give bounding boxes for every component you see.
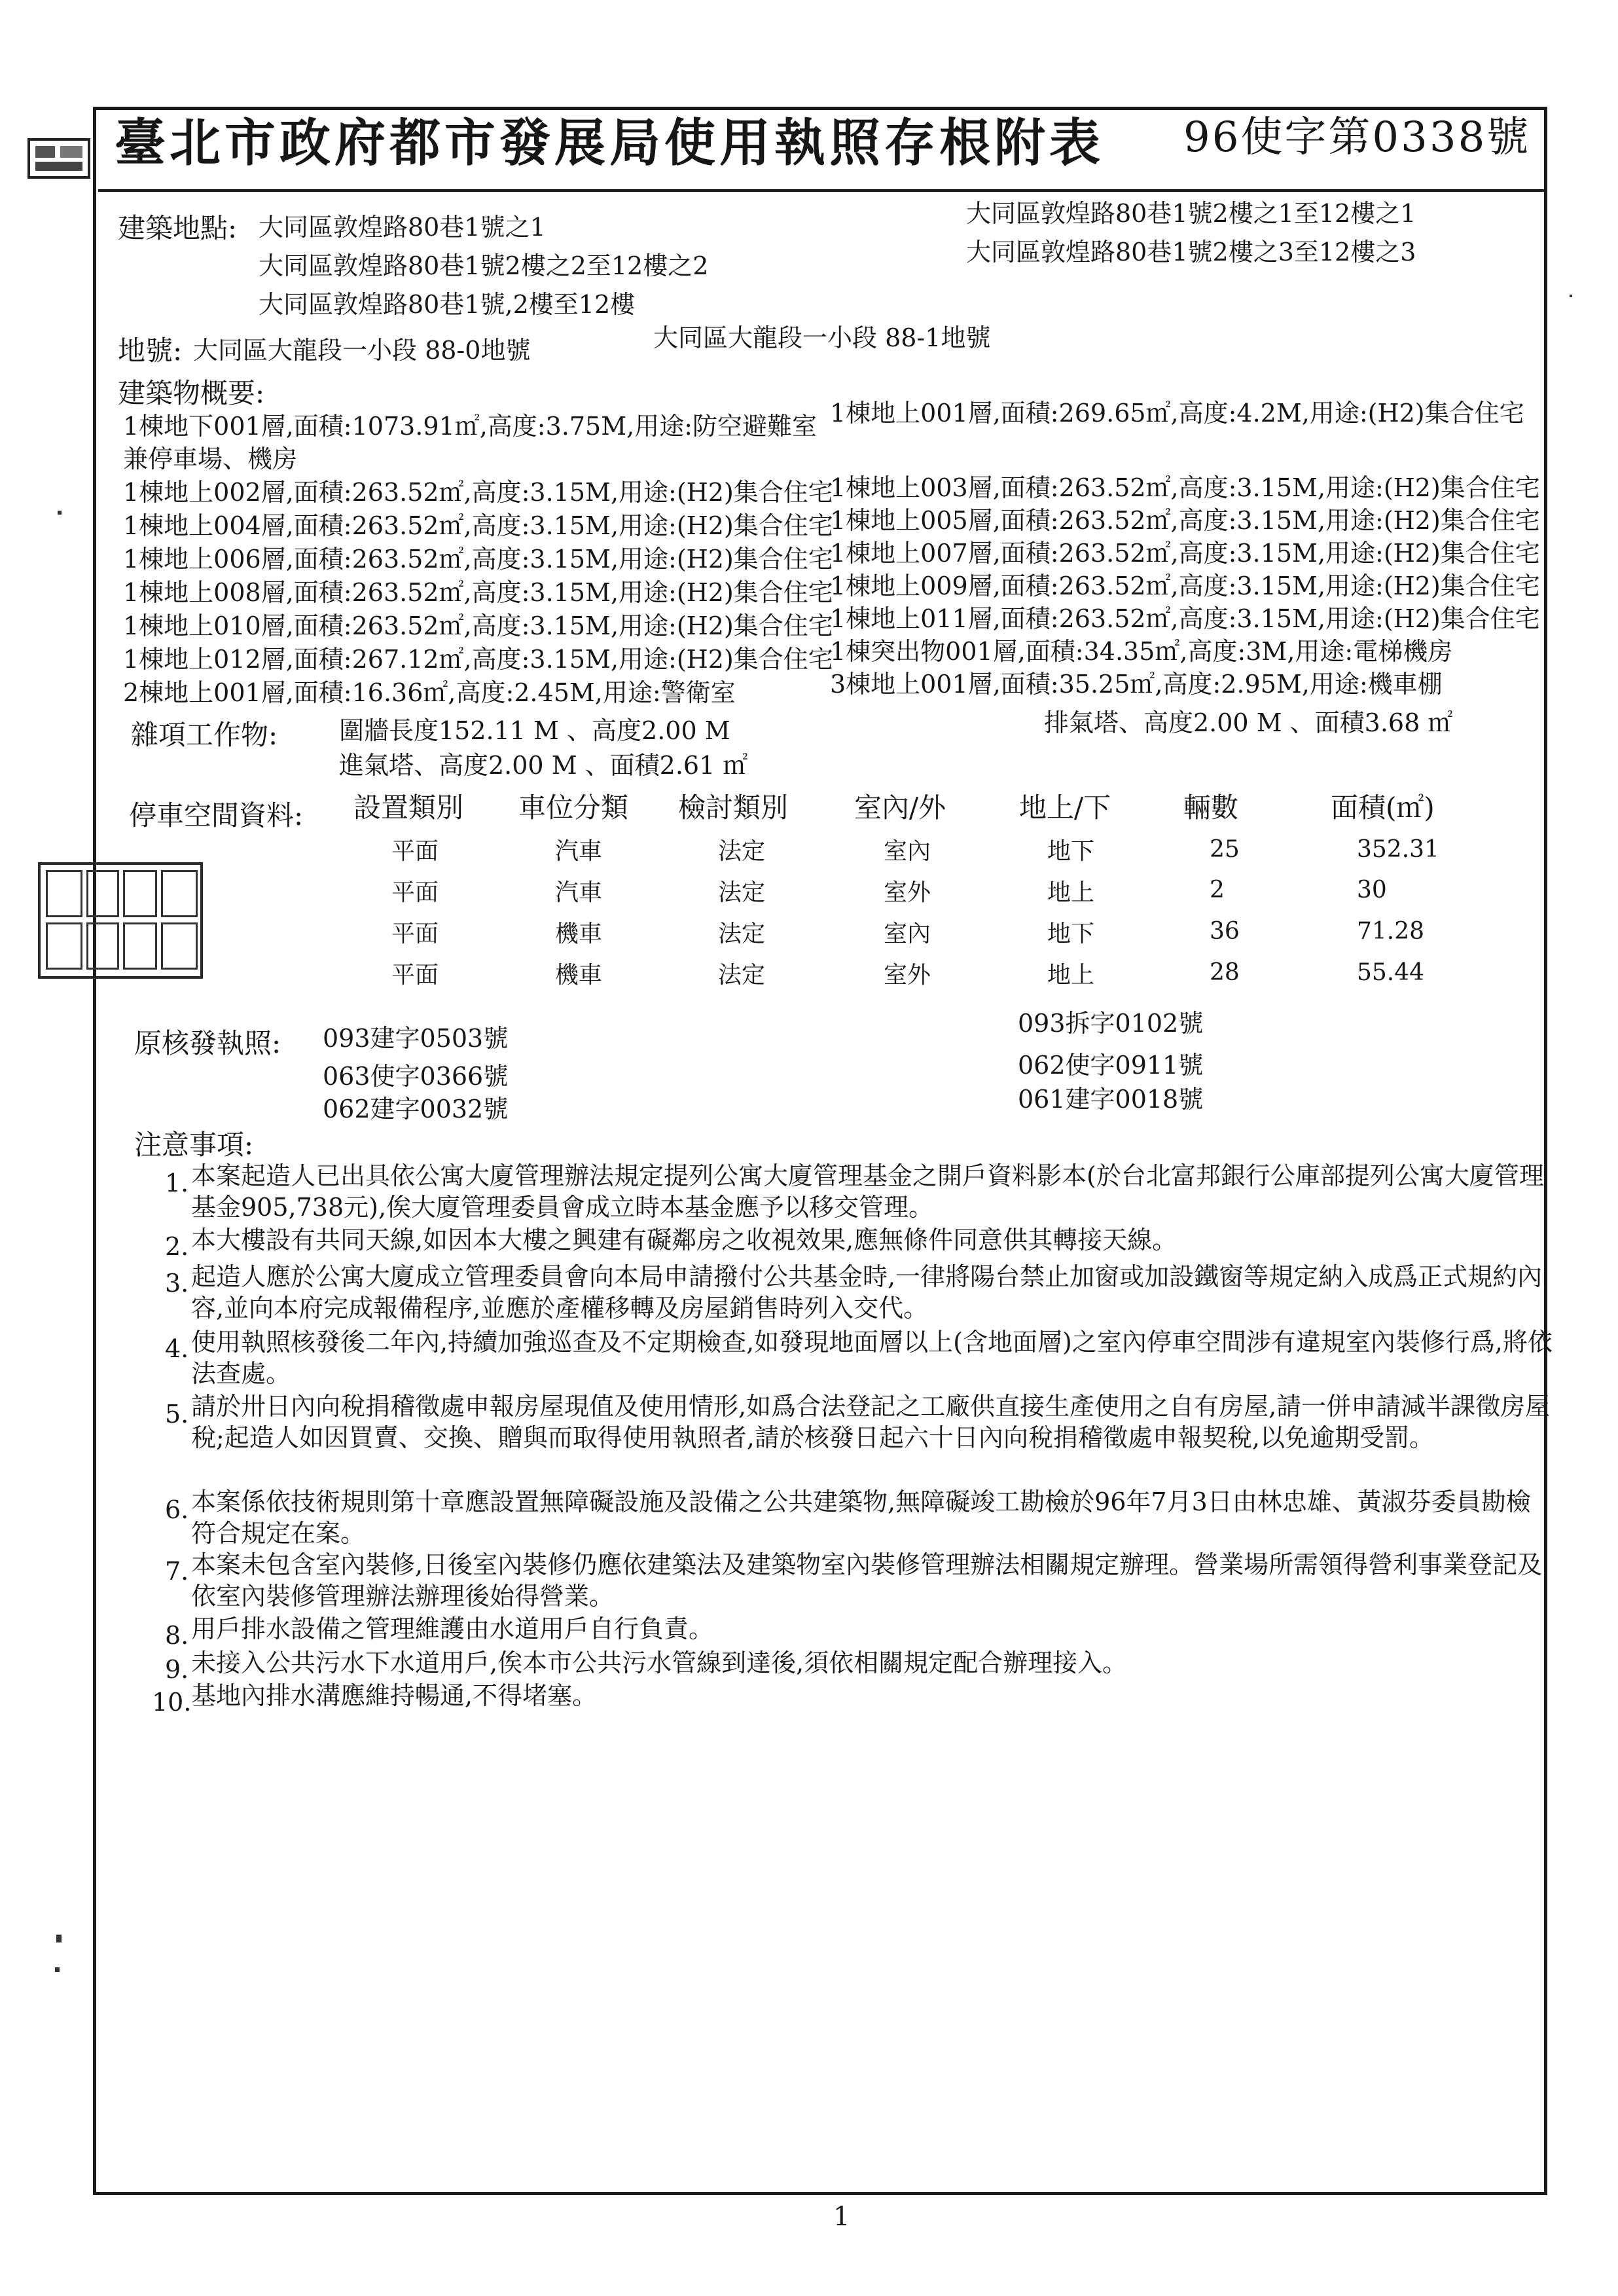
building-row: 3棟地上001層,面積:35.25㎡,高度:2.95M,用途:機車棚 (830, 670, 1443, 699)
building-row: 1棟地上001層,面積:269.65㎡,高度:4.2M,用途:(H2)集合住宅 (830, 399, 1524, 428)
parking-cell: 汽車 (555, 879, 603, 906)
note-text: 起造人應於公寓大廈成立管理委員會向本局申請撥付公共基金時,一律將陽台禁止加窗或加設鐵窗等規定納入成爲正式規約內容,並向本府完成報備程序,並應於產權移轉及房屋銷售時列入交代。 (191, 1262, 1543, 1322)
parking-cell: 法定 (718, 920, 766, 947)
parking-cell: 平面 (391, 920, 439, 947)
note-text: 本大樓設有共同天線,如因本大樓之興建有礙鄰房之收視效果,應無條件同意供其轉接天線。 (191, 1226, 1178, 1254)
parking-header: 檢討類別 (678, 792, 789, 824)
parking-cell: 352.31 (1357, 836, 1439, 863)
misc-item: 排氣塔、高度2.00 M 、面積3.68 ㎡ (1044, 708, 1453, 737)
note-number: 6. (165, 1495, 189, 1524)
page-number: 1 (833, 2202, 850, 2232)
parking-header: 車位分類 (518, 792, 629, 824)
building-row: 1棟地上004層,面積:263.52㎡,高度:3.15M,用途:(H2)集合住宅 (123, 511, 833, 540)
parking-cell: 機車 (555, 920, 603, 947)
original-license: 093建字0503號 (323, 1024, 509, 1053)
parking-header: 輛數 (1183, 792, 1239, 824)
original-license: 062使字0911號 (1018, 1051, 1204, 1080)
parking-cell: 平面 (391, 838, 439, 865)
building-row: 1棟地上002層,面積:263.52㎡,高度:3.15M,用途:(H2)集合住宅 (123, 478, 833, 507)
note-text: 本案未包含室內裝修,日後室內裝修仍應依建築法及建築物室內裝修管理辦法相關規定辦理。營業場所需領得營利事業登記及依室內裝修管理辦法辦理後始得營業。 (191, 1550, 1543, 1611)
page-title: 臺北市政府都市發展局使用執照存根附表 (115, 113, 1105, 173)
building-row: 1棟地上010層,面積:263.52㎡,高度:3.15M,用途:(H2)集合住宅 (123, 611, 833, 640)
note-number: 1. (165, 1169, 189, 1197)
document-number: 96使字第0338號 (1183, 113, 1531, 162)
parking-cell: 法定 (718, 962, 766, 989)
parking-cell: 平面 (391, 879, 439, 906)
parking-label: 停車空間資料: (129, 799, 304, 831)
notes-label: 注意事項: (134, 1129, 254, 1161)
building-row: 1棟地下001層,面積:1073.91㎡,高度:3.75M,用途:防空避難室 (123, 412, 818, 441)
note-number: 5. (165, 1400, 189, 1429)
location-line: 大同區敦煌路80巷1號2樓之1至12樓之1 (966, 199, 1416, 228)
parking-cell: 地下 (1047, 920, 1095, 947)
building-label: 建築物概要: (118, 377, 265, 409)
parking-cell: 30 (1357, 877, 1387, 903)
parking-cell: 地上 (1047, 962, 1095, 989)
note-number: 4. (165, 1334, 189, 1363)
building-row: 1棟地上009層,面積:263.52㎡,高度:3.15M,用途:(H2)集合住宅 (830, 572, 1540, 600)
scan-mark (56, 1935, 62, 1942)
parking-cell: 室內 (884, 920, 931, 947)
parking-cell: 地上 (1047, 879, 1095, 906)
lot-value: 大同區大龍段一小段 88-1地號 (653, 323, 991, 352)
parking-cell: 室外 (884, 879, 931, 906)
parking-cell: 地下 (1047, 838, 1095, 865)
building-row: 2棟地上001層,面積:16.36㎡,高度:2.45M,用途:警衛室 (123, 678, 736, 707)
scan-mark (55, 1967, 60, 1972)
parking-cell: 室內 (884, 838, 931, 865)
parking-cell: 71.28 (1357, 918, 1425, 945)
parking-header: 室內/外 (854, 792, 946, 824)
note-text: 基地內排水溝應維持暢通,不得堵塞。 (191, 1681, 598, 1710)
parking-header: 面積(㎡) (1331, 792, 1435, 824)
building-row: 1棟地上005層,面積:263.52㎡,高度:3.15M,用途:(H2)集合住宅 (830, 506, 1540, 535)
parking-cell: 汽車 (555, 838, 603, 865)
seal-icon (26, 134, 92, 183)
note-number: 3. (165, 1269, 189, 1298)
parking-header: 設置類別 (353, 792, 464, 824)
note-text: 請於卅日內向稅捐稽徵處申報房屋現值及使用情形,如爲合法登記之工廠供直接生產使用之自有房屋,請一併申請減半課徵房屋稅;起造人如因買賣、交換、贈與而取得使用執照者,請於核發日起六十日內向稅捐稽徵處申報契稅,以免逾期受罰。 (191, 1392, 1551, 1452)
note-text: 用戶排水設備之管理維護由水道用戶自行負責。 (191, 1614, 714, 1643)
parking-cell: 28 (1210, 959, 1240, 986)
approval-stamp (38, 862, 203, 979)
parking-cell: 機車 (555, 962, 603, 989)
building-row: 兼停車場、機房 (123, 445, 298, 473)
misc-item: 圍牆長度152.11 M 、高度2.00 M (339, 716, 730, 745)
location-line: 大同區敦煌路80巷1號,2樓至12樓 (259, 290, 636, 319)
note-text: 未接入公共污水下水道用戶,俟本市公共污水管線到達後,須依相關規定配合辦理接入。 (191, 1649, 1128, 1677)
misc-label: 雜項工作物: (131, 719, 278, 751)
building-row: 1棟地上007層,面積:263.52㎡,高度:3.15M,用途:(H2)集合住宅 (830, 539, 1540, 568)
building-row: 1棟地上003層,面積:263.52㎡,高度:3.15M,用途:(H2)集合住宅 (830, 473, 1540, 502)
parking-cell: 平面 (391, 962, 439, 989)
location-line: 大同區敦煌路80巷1號2樓之3至12樓之3 (966, 238, 1416, 266)
location-line: 大同區敦煌路80巷1號2樓之2至12樓之2 (259, 251, 709, 280)
parking-cell: 55.44 (1357, 959, 1425, 986)
note-number: 9. (165, 1655, 189, 1684)
note-number: 10. (152, 1688, 192, 1717)
note-text: 使用執照核發後二年內,持續加強巡查及不定期檢查,如發現地面層以上(含地面層)之室內停車空間涉有違規室內裝修行爲,將依法查處。 (191, 1328, 1553, 1388)
building-row: 1棟地上008層,面積:263.52㎡,高度:3.15M,用途:(H2)集合住宅 (123, 578, 833, 607)
parking-header: 地上/下 (1019, 792, 1111, 824)
scan-mark (1570, 295, 1572, 297)
building-row: 1棟突出物001層,面積:34.35㎡,高度:3M,用途:電梯機房 (830, 637, 1453, 666)
location-line: 大同區敦煌路80巷1號之1 (259, 213, 546, 242)
building-row: 1棟地上012層,面積:267.12㎡,高度:3.15M,用途:(H2)集合住宅 (123, 645, 833, 674)
note-text: 本案係依技術規則第十章應設置無障礙設施及設備之公共建築物,無障礙竣工勘檢於96年7月3日由林忠雄、黃淑芬委員勘檢符合規定在案。 (191, 1487, 1531, 1548)
note-text: 本案起造人已出具依公寓大廈管理辦法規定提列公寓大廈管理基金之開戶資料影本(於台北富邦銀行公庫部提列公寓大廈管理基金905,738元),俟大廈管理委員會成立時本基金應予以移交管理。 (191, 1161, 1544, 1222)
parking-cell: 室外 (884, 962, 931, 989)
original-license: 062建字0032號 (323, 1095, 509, 1123)
location-label: 建築地點: (118, 212, 238, 244)
header-divider (98, 189, 1547, 192)
original-license: 093拆字0102號 (1018, 1009, 1204, 1038)
parking-cell: 2 (1210, 877, 1225, 903)
note-number: 8. (165, 1621, 189, 1650)
building-row: 1棟地上011層,面積:263.52㎡,高度:3.15M,用途:(H2)集合住宅 (830, 604, 1540, 633)
scan-mark (58, 511, 62, 515)
note-number: 2. (165, 1232, 189, 1261)
lot-value: 大同區大龍段一小段 88-0地號 (193, 336, 531, 365)
parking-cell: 25 (1210, 836, 1240, 863)
parking-cell: 法定 (718, 838, 766, 865)
note-number: 7. (165, 1557, 189, 1586)
original-license: 063使字0366號 (323, 1062, 509, 1091)
building-row: 1棟地上006層,面積:263.52㎡,高度:3.15M,用途:(H2)集合住宅 (123, 545, 833, 574)
misc-item: 進氣塔、高度2.00 M 、面積2.61 ㎡ (339, 751, 748, 780)
parking-cell: 法定 (718, 879, 766, 906)
original-license: 061建字0018號 (1018, 1085, 1204, 1114)
lot-label: 地號: (118, 335, 183, 367)
original-label: 原核發執照: (134, 1027, 281, 1059)
parking-cell: 36 (1210, 918, 1240, 945)
